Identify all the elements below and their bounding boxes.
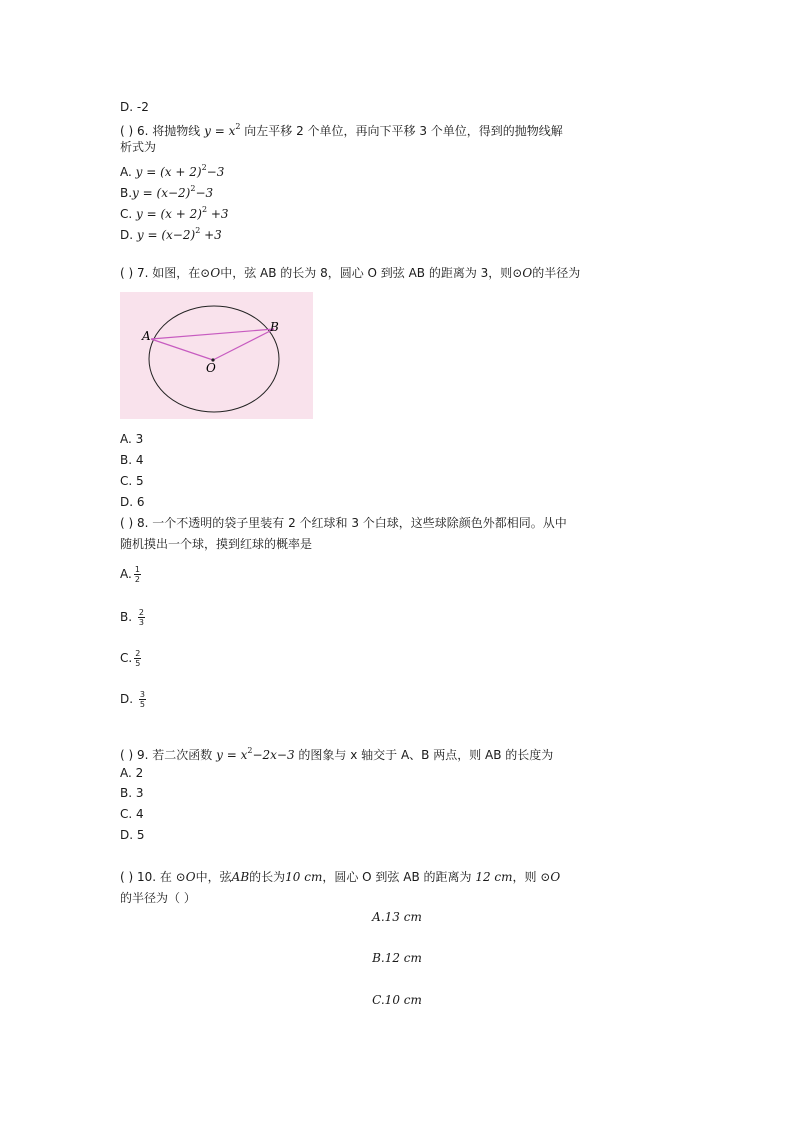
circle-symbol: ⊙O [512, 266, 533, 280]
q9-function: $y = x^2-2x-3$ [216, 746, 295, 762]
q8-option-d: D. $\frac{3}{5}$ [120, 690, 145, 709]
q7-stem: ( ) 7. 如图，在⊙O中，弦 AB 的长为 8，圆心 O 到弦 AB 的距离为 3，则⊙O的半径为 [120, 266, 581, 280]
q7-option-b: B. 4 [120, 453, 144, 467]
q10-option-b: B.12 cm [372, 951, 422, 965]
q7-option-a: A. 3 [120, 432, 144, 446]
q6-option-b: $B.y = (x-2)^2-3$ [120, 184, 214, 200]
circle-chord-figure [120, 292, 313, 419]
circle-symbol: ⊙O [200, 266, 221, 280]
q6-stem [120, 118, 563, 140]
q8-option-a: A. $\frac{1}{2}$ [120, 565, 140, 584]
q5-option-d: D. -2 [120, 100, 149, 114]
q9-option-c: C. 4 [120, 807, 144, 821]
q7-option-c: C. 5 [120, 474, 144, 488]
q9-option-b: B. 3 [120, 786, 144, 800]
circle-symbol: ⊙O [540, 870, 561, 884]
q7-answer-blank: ( ) [120, 266, 134, 280]
q6-text-2: 向左平移 2 个单位，再向下平移 3 个单位，得到的抛物线解 [244, 124, 563, 138]
q6-answer-blank: ( ) [120, 124, 134, 138]
q8-answer-blank: ( ) [120, 516, 134, 530]
q8-option-b: B. $\frac{2}{3}$ [120, 608, 144, 627]
q8-stem: ( ) 8. 一个不透明的袋子里装有 2 个红球和 3 个白球，这些球除颜色外都相同。从中 [120, 516, 567, 530]
q6-option-a: A. $y = (x + 2)^2-3$ [120, 163, 225, 179]
figure-label-b: B [270, 320, 279, 334]
q6-text-1: 6. 将抛物线 [137, 124, 201, 138]
q6-function: $y = x^2$ [204, 122, 241, 138]
q10-stem: ( ) 10. 在 ⊙O中，弦AB的长为10 cm，圆心 O 到弦 AB 的距离为 12 cm，则 ⊙O [120, 870, 561, 884]
q9-option-d: D. 5 [120, 828, 145, 842]
q10-option-c: C.10 cm [372, 993, 422, 1007]
q6-option-c: C. $y = (x + 2)^2 +3$ [120, 205, 229, 221]
figure-label-o: O [206, 361, 216, 375]
q10-answer-blank: ( ) [120, 870, 134, 884]
q8-option-c: C. $\frac{2}{5}$ [120, 649, 141, 668]
figure-label-a: A [142, 329, 151, 343]
q9-option-a: A. 2 [120, 766, 144, 780]
q10-stem-cont: 的半径为（ ） [120, 891, 196, 905]
q7-option-d: D. 6 [120, 495, 145, 509]
circle-symbol: ⊙O [175, 870, 196, 884]
q6-option-d: D. $y = (x-2)^2 +3$ [120, 226, 222, 242]
q8-stem-cont: 随机摸出一个球，摸到红球的概率是 [120, 537, 313, 551]
q9-answer-blank: ( ) [120, 748, 134, 762]
q6-stem-cont: 析式为 [120, 140, 157, 154]
q10-option-a: A.13 cm [372, 910, 422, 924]
q9-stem: ( ) 9. 若二次函数 $y = x^2-2x-3$ 的图象与 x 轴交于 A、B 两点，则 AB 的长度为 [120, 746, 554, 762]
